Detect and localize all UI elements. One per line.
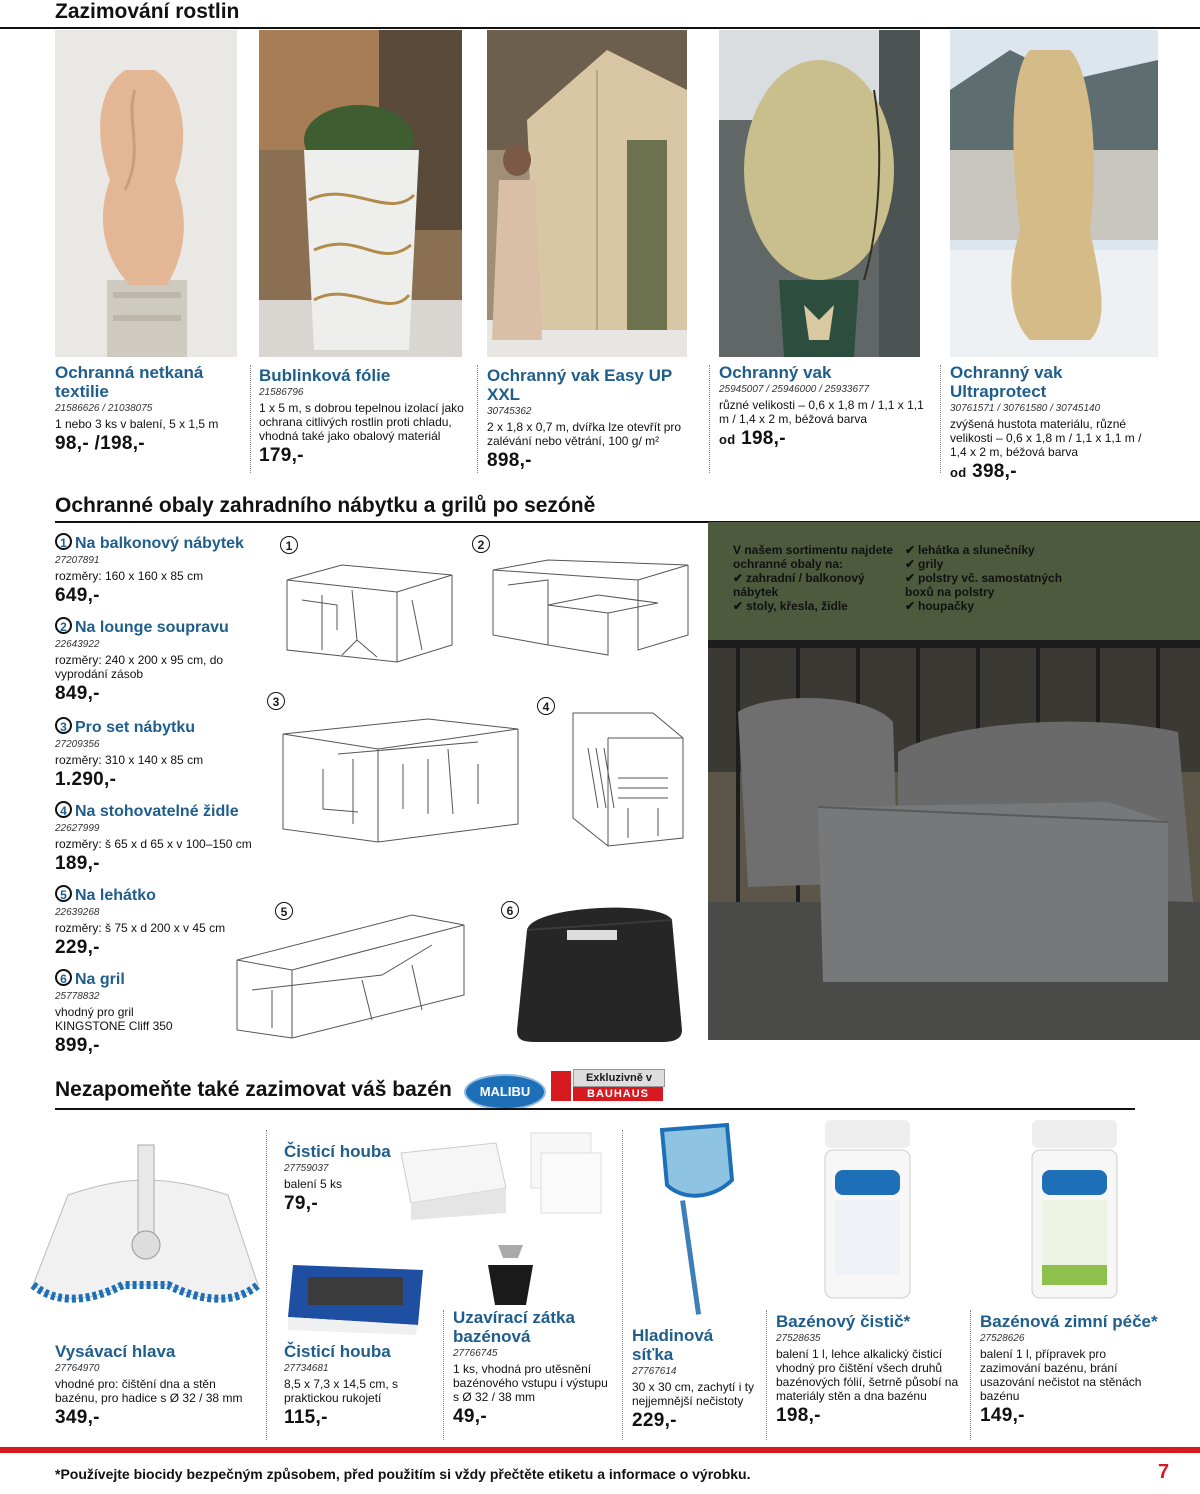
- product-title: Ochranný vak: [719, 363, 832, 382]
- product-description: 2 x 1,8 x 0,7 m, dvířka lze otevřít pro zalévání nebo větrání, 100 g/ m²: [487, 420, 682, 448]
- product-title: Ochranný vak Easy UP XXL: [487, 366, 672, 404]
- check-icon: ✔: [905, 571, 916, 585]
- product-card: [950, 363, 1160, 483]
- cover-title: Na gril: [75, 971, 125, 988]
- cover-title: Pro set nábytku: [75, 719, 196, 736]
- product-price: 179,-: [259, 445, 304, 466]
- assortment-item: ✔ stoly, křesla, židle: [733, 599, 848, 613]
- divider: [622, 1130, 623, 1440]
- product-description: 30 x 30 cm, zachytí i ty nejjemnější nečistoty: [632, 1380, 755, 1408]
- sketch-number: 2: [472, 535, 490, 553]
- product-title: Hladinová síťka: [632, 1326, 714, 1364]
- product-number: 27764970: [55, 1363, 100, 1374]
- product-number: 27528635: [776, 1333, 821, 1344]
- product-number: 30745362: [487, 406, 532, 417]
- product-title: Vysávací hlava: [55, 1342, 176, 1361]
- photo-pool-plug: [478, 1240, 543, 1310]
- assortment-box: [733, 543, 903, 613]
- photo-ultraprotect-bag: [950, 30, 1158, 357]
- product-price: 398,-: [972, 461, 1017, 482]
- section-title-pool: Nezapomeňte také zazimovat váš bazén: [55, 1078, 452, 1101]
- divider: [443, 1310, 444, 1440]
- cover-item: [55, 801, 270, 885]
- assortment-intro: V našem sortimentu najdete ochranné obaly na:: [733, 543, 894, 571]
- product-number: 27767614: [632, 1366, 677, 1377]
- photo-sponge-handle: [283, 1255, 433, 1335]
- section-title-winter-plants: Zazimování rostlin: [55, 0, 240, 23]
- product-description: balení 1 l, lehce alkalický čisticí vhodný pro čištění všech druhů bazénových fólií, šetrně působí na materiály stěn a dna bazénu: [776, 1347, 959, 1403]
- divider: [477, 365, 478, 473]
- product-title: Čisticí houba: [284, 1142, 391, 1161]
- check-icon: ✔: [733, 599, 744, 613]
- assortment-item: ✔ polstry vč. samostatných boxů na polstry: [905, 571, 1063, 599]
- photo-nonwoven-fabric: [55, 30, 237, 357]
- product-description: vhodné pro: čištění dna a stěn bazénu, pro hadice s Ø 32 / 38 mm: [55, 1377, 243, 1405]
- divider: [709, 365, 710, 473]
- photo-pool-cleaner-bottle: [820, 1120, 915, 1300]
- product-description: 1 ks, vhodná pro utěsnění bazénového vstupu i výstupu s Ø 32 / 38 mm: [453, 1362, 608, 1404]
- sketch-number: 3: [267, 692, 285, 710]
- product-description: 1 x 5 m, s dobrou tepelnou izolací jako ochrana citlivých rostlin proti chladu, vhodná také jako obalový materiál: [259, 401, 464, 443]
- cover-item: [55, 617, 270, 717]
- photo-winter-care-bottle: [1027, 1120, 1122, 1300]
- product-title: Ochranný vak Ultraprotect: [950, 363, 1063, 401]
- photo-skimmer-net: [632, 1120, 742, 1320]
- product-description: 8,5 x 7,3 x 14,5 cm, s praktickou rukojetí: [284, 1377, 399, 1405]
- product-description: balení 1 l, přípravek pro zazimování bazénu, brání usazování nečistot na stěnách bazénu: [980, 1347, 1142, 1403]
- product-price: 898,-: [487, 450, 532, 471]
- number-badge: 6: [55, 969, 72, 986]
- section-rule: [55, 1108, 1135, 1110]
- divider: [970, 1310, 971, 1440]
- product-price: 198,-: [776, 1405, 821, 1426]
- product-card: [632, 1326, 757, 1432]
- number-badge: 4: [55, 801, 72, 818]
- bauhaus-exclusive-badge: Exkluzivně v BAUHAUS: [551, 1069, 663, 1103]
- cover-item: [55, 533, 270, 617]
- sketch-balcony-set: [282, 560, 457, 665]
- product-description: rozměry: 310 x 140 x 85 cm: [55, 753, 204, 767]
- product-price: 849,-: [55, 683, 100, 704]
- check-icon: ✔: [905, 543, 916, 557]
- product-price: 198,-: [741, 428, 786, 449]
- check-icon: ✔: [905, 557, 916, 571]
- product-description: rozměry: š 65 x d 65 x v 100–150 cm: [55, 837, 252, 851]
- product-title: Bazénový čistič*: [776, 1312, 911, 1331]
- price-prefix: od: [719, 432, 736, 447]
- product-number: 27734681: [284, 1363, 329, 1374]
- product-price: 229,-: [55, 937, 100, 958]
- assortment-item: ✔ houpačky: [905, 599, 975, 613]
- check-icon: ✔: [733, 571, 744, 585]
- product-number: 27759037: [284, 1163, 329, 1174]
- cover-item: [55, 717, 270, 801]
- product-price: 229,-: [632, 1410, 677, 1431]
- bauhaus-house-icon: [551, 1071, 571, 1101]
- product-price: 115,-: [284, 1407, 328, 1428]
- product-description: 1 nebo 3 ks v balení, 5 x 1,5 m: [55, 417, 219, 431]
- product-price: 899,-: [55, 1035, 100, 1056]
- assortment-item: ✔ grily: [905, 557, 944, 571]
- number-badge: 3: [55, 717, 72, 734]
- product-card: [55, 1342, 260, 1429]
- divider: [250, 365, 251, 473]
- product-price: 189,-: [55, 853, 100, 874]
- product-card: [453, 1308, 613, 1428]
- footer-red-bar: [0, 1447, 1200, 1453]
- page-number: 7: [1158, 1461, 1170, 1483]
- product-price: 649,-: [55, 585, 100, 606]
- assortment-box: [905, 543, 1070, 613]
- number-badge: 1: [55, 533, 72, 550]
- photo-protective-bag: [719, 30, 920, 357]
- sketch-number: 6: [501, 901, 519, 919]
- product-description: rozměry: š 75 x d 200 x v 45 cm: [55, 921, 226, 935]
- product-number: 27528626: [980, 1333, 1025, 1344]
- cover-title: Na lehátko: [75, 887, 156, 904]
- product-description: balení 5 ks: [284, 1177, 343, 1191]
- sketch-number: 4: [537, 697, 555, 715]
- product-description: zvýšená hustota materiálu, různé velikosti – 0,6 x 1,8 m / 1,1 x 1,1 m / 1,4 x 2 m, béžová barva: [950, 417, 1142, 459]
- product-number: 22627999: [55, 823, 100, 834]
- malibu-logo: MALIBU: [464, 1074, 546, 1110]
- product-description: rozměry: 160 x 160 x 85 cm: [55, 569, 204, 583]
- photo-easy-up-bag: [487, 30, 687, 357]
- product-number: 27207891: [55, 555, 100, 566]
- cover-title: Na lounge soupravu: [75, 619, 229, 636]
- photo-bubble-wrap: [259, 30, 462, 357]
- product-price: 98,- /198,-: [55, 433, 145, 454]
- product-number: 21586626 / 21038075: [55, 403, 153, 414]
- product-card: [284, 1342, 434, 1429]
- photo-vacuum-head: [28, 1135, 263, 1320]
- sketch-stacking-chairs: [568, 708, 690, 848]
- divider: [766, 1310, 767, 1440]
- product-price: 49,-: [453, 1406, 487, 1427]
- assortment-item: ✔ lehátka a slunečníky: [905, 543, 1035, 557]
- cover-title: Na balkonový nábytek: [75, 535, 244, 552]
- sketch-dining-set: [278, 714, 523, 844]
- sketch-sun-lounger: [232, 910, 467, 1040]
- assortment-item: ✔ zahradní / balkonový nábytek: [733, 571, 865, 599]
- section-rule: [0, 27, 1200, 29]
- product-card: [55, 363, 240, 455]
- sketch-number: 1: [280, 536, 298, 554]
- product-title: Uzavírací zátka bazénová: [453, 1308, 575, 1346]
- sketch-lounge-set: [488, 555, 693, 660]
- product-number: 25945007 / 25946000 / 25933677: [719, 384, 870, 395]
- product-number: 27209356: [55, 739, 100, 750]
- product-number: 27766745: [453, 1348, 498, 1359]
- section-title-furniture-covers: Ochranné obaly zahradního nábytku a grilů po sezóně: [55, 494, 596, 517]
- product-card: [284, 1142, 394, 1215]
- cover-title: Na stohovatelné židle: [75, 803, 239, 820]
- footer-note: *Používejte biocidy bezpečným způsobem, před použitím si vždy přečtěte etiketu a informace o výrobku.: [55, 1466, 751, 1482]
- divider: [266, 1130, 267, 1440]
- product-price: 349,-: [55, 1407, 100, 1428]
- sketch-grill-cover: [512, 900, 687, 1045]
- check-icon: ✔: [905, 599, 916, 613]
- product-number: 21586796: [259, 387, 304, 398]
- sketch-number: 5: [275, 902, 293, 920]
- product-number: 30761571 / 30761580 / 30745140: [950, 403, 1101, 414]
- product-title: Ochranná netkaná textilie: [55, 363, 204, 401]
- product-price: 1.290,-: [55, 769, 117, 790]
- product-title: Bazénová zimní péče*: [980, 1312, 1158, 1331]
- price-prefix: od: [950, 465, 967, 480]
- product-price: 149,-: [980, 1405, 1025, 1426]
- product-description: vhodný pro gril KINGSTONE Cliff 350: [55, 1005, 173, 1033]
- product-title: Čisticí houba: [284, 1342, 391, 1361]
- product-card: [776, 1312, 961, 1427]
- product-description: různé velikosti – 0,6 x 1,8 m / 1,1 x 1,1 m / 1,4 x 2 m, béžová barva: [719, 398, 924, 426]
- product-number: 22639268: [55, 907, 100, 918]
- product-title: Bublinková fólie: [259, 366, 391, 385]
- product-number: 25778832: [55, 991, 100, 1002]
- photo-sponges: [396, 1128, 606, 1223]
- number-badge: 5: [55, 885, 72, 902]
- divider: [940, 365, 941, 473]
- product-card: [259, 366, 464, 467]
- product-card: [980, 1312, 1165, 1427]
- product-card: [719, 363, 924, 450]
- product-card: [487, 366, 697, 472]
- product-number: 22643922: [55, 639, 100, 650]
- product-price: 79,-: [284, 1193, 318, 1214]
- number-badge: 2: [55, 617, 72, 634]
- product-description: rozměry: 240 x 200 x 95 cm, do vyprodání zásob: [55, 653, 224, 681]
